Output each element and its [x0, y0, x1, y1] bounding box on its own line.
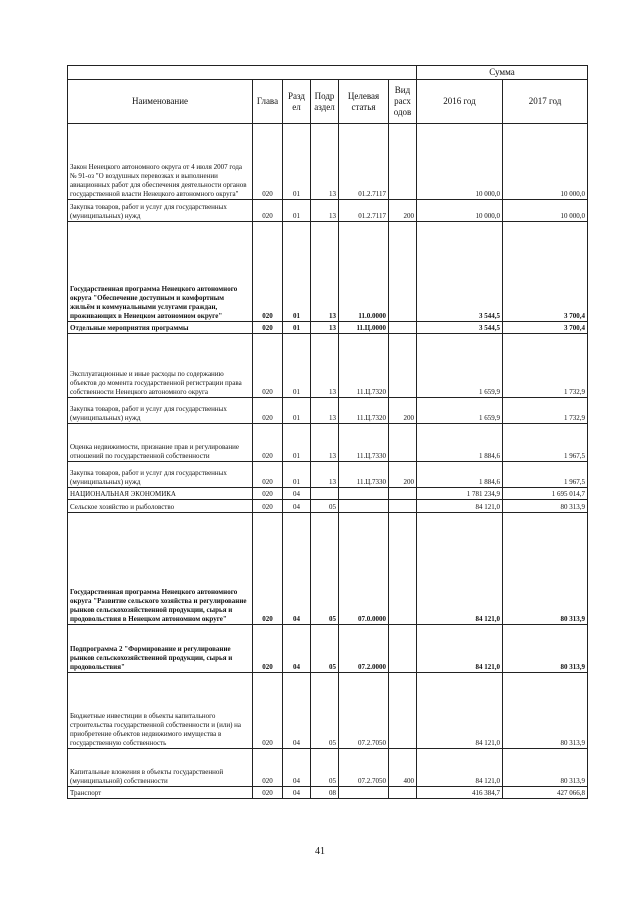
table-row [68, 673, 588, 749]
budget-table [67, 65, 588, 799]
row-name: Оценка недвижимости, признание прав и регулирование отношений по государственной собственности [68, 424, 253, 462]
table-row [68, 424, 588, 462]
row-name: Сельское хозяйство и рыболовство [68, 500, 253, 513]
row-2016: 10 000,0 [417, 124, 503, 200]
row-2017: 3 700,4 [503, 222, 588, 322]
row-2016: 1 884,6 [417, 424, 503, 462]
row-target: 07.2.0000 [339, 625, 389, 673]
row-2016: 84 121,0 [417, 749, 503, 787]
row-2017: 10 000,0 [503, 200, 588, 222]
row-name: Закупка товаров, работ и услуг для государственных (муниципальных) нужд [68, 200, 253, 222]
row-expense-type [389, 334, 417, 398]
row-section: 01 [283, 124, 311, 200]
row-2016: 10 000,0 [417, 200, 503, 222]
row-2016: 1 884,6 [417, 462, 503, 488]
row-subsection: 05 [311, 513, 339, 625]
row-2017: 10 000,0 [503, 124, 588, 200]
row-target: 07.2.7050 [339, 749, 389, 787]
row-section: 01 [283, 424, 311, 462]
row-target: 11.Ц.7320 [339, 398, 389, 424]
row-2017: 1 732,9 [503, 398, 588, 424]
row-subsection: 13 [311, 222, 339, 322]
row-section: 04 [283, 488, 311, 500]
row-expense-type [389, 787, 417, 799]
row-chapter: 020 [253, 625, 283, 673]
table-row [68, 500, 588, 513]
row-target: 11.Ц.0000 [339, 322, 389, 334]
row-2016: 84 121,0 [417, 500, 503, 513]
table-row [68, 749, 588, 787]
row-subsection: 13 [311, 398, 339, 424]
row-2017: 1 967,5 [503, 424, 588, 462]
row-2016: 3 544,5 [417, 322, 503, 334]
row-name: Бюджетные инвестиции в объекты капитального строительства государственной собственности и (или) на приобретение объектов недвижимого имущества в государственную собственность [68, 673, 253, 749]
row-subsection: 05 [311, 500, 339, 513]
row-expense-type: 200 [389, 462, 417, 488]
table-row [68, 513, 588, 625]
row-section: 01 [283, 398, 311, 424]
row-section: 01 [283, 462, 311, 488]
row-name: Отдельные мероприятия программы [68, 322, 253, 334]
row-name: Государственная программа Ненецкого автономного округа "Обеспечение доступным и комфортным жильём и коммунальными услугами граждан, проживающих в Ненецком автономном округе" [68, 222, 253, 322]
row-2016: 416 384,7 [417, 787, 503, 799]
row-expense-type [389, 513, 417, 625]
row-target: 11.Ц.7330 [339, 424, 389, 462]
row-chapter: 020 [253, 462, 283, 488]
row-expense-type [389, 500, 417, 513]
row-target: 11.0.0000 [339, 222, 389, 322]
row-expense-type [389, 424, 417, 462]
row-target: 11.Ц.7320 [339, 334, 389, 398]
row-name: Капитальные вложения в объекты государственной (муниципальной) собственности [68, 749, 253, 787]
row-section: 04 [283, 513, 311, 625]
table-row [68, 222, 588, 322]
header-section: Разд ел [283, 80, 311, 124]
row-name: Закупка товаров, работ и услуг для государственных (муниципальных) нужд [68, 462, 253, 488]
table-row [68, 200, 588, 222]
row-subsection: 13 [311, 334, 339, 398]
row-2017: 427 066,8 [503, 787, 588, 799]
row-section: 04 [283, 787, 311, 799]
row-section: 01 [283, 322, 311, 334]
row-2017: 1 695 014,7 [503, 488, 588, 500]
row-subsection: 05 [311, 749, 339, 787]
row-target [339, 787, 389, 799]
row-name: Подпрограмма 2 "Формирование и регулирование рынков сельскохозяйственной продукции, сырья и продовольствия" [68, 625, 253, 673]
row-2016: 84 121,0 [417, 673, 503, 749]
row-chapter: 020 [253, 200, 283, 222]
row-subsection [311, 488, 339, 500]
row-name: Закон Ненецкого автономного округа от 4 июля 2007 года № 91-оз "О воздушных перевозках и выполнении авиационных работ для обеспечения деятельности органов государственной власти Ненецкого автономного округа" [68, 124, 253, 200]
row-2017: 80 313,9 [503, 749, 588, 787]
table-row [68, 787, 588, 799]
table-row [68, 625, 588, 673]
row-chapter: 020 [253, 222, 283, 322]
row-expense-type: 200 [389, 398, 417, 424]
table-row [68, 398, 588, 424]
row-subsection: 08 [311, 787, 339, 799]
table-row [68, 488, 588, 500]
row-chapter: 020 [253, 787, 283, 799]
row-subsection: 13 [311, 462, 339, 488]
row-expense-type: 400 [389, 749, 417, 787]
row-2017: 80 313,9 [503, 513, 588, 625]
row-chapter: 020 [253, 673, 283, 749]
row-name: Транспорт [68, 787, 253, 799]
row-2016: 1 781 234,9 [417, 488, 503, 500]
row-2017: 80 313,9 [503, 673, 588, 749]
row-target [339, 500, 389, 513]
header-year-2017: 2017 год [503, 80, 588, 124]
table-row [68, 334, 588, 398]
page-number: 41 [315, 846, 325, 857]
header-year-2016: 2016 год [417, 80, 503, 124]
header-subsection: Подр аздел [311, 80, 339, 124]
row-expense-type [389, 488, 417, 500]
row-2017: 3 700,4 [503, 322, 588, 334]
row-chapter: 020 [253, 322, 283, 334]
row-2017: 80 313,9 [503, 500, 588, 513]
row-section: 04 [283, 749, 311, 787]
row-chapter: 020 [253, 500, 283, 513]
row-name: Государственная программа Ненецкого автономного округа "Развитие сельского хозяйства и регулирование рынков сельскохозяйственной продукции, сырья и продовольствия в Ненецком автономном округе" [68, 513, 253, 625]
row-chapter: 020 [253, 424, 283, 462]
row-target [339, 488, 389, 500]
row-2016: 1 659,9 [417, 398, 503, 424]
row-name: Закупка товаров, работ и услуг для государственных (муниципальных) нужд [68, 398, 253, 424]
row-2017: 1 732,9 [503, 334, 588, 398]
row-section: 01 [283, 334, 311, 398]
row-subsection: 05 [311, 673, 339, 749]
row-chapter: 020 [253, 749, 283, 787]
row-chapter: 020 [253, 334, 283, 398]
row-target: 07.0.0000 [339, 513, 389, 625]
row-subsection: 13 [311, 124, 339, 200]
row-expense-type: 200 [389, 200, 417, 222]
row-2016: 3 544,5 [417, 222, 503, 322]
header-name: Наименование [68, 80, 253, 124]
row-subsection: 05 [311, 625, 339, 673]
row-2016: 84 121,0 [417, 513, 503, 625]
row-chapter: 020 [253, 488, 283, 500]
table-row [68, 462, 588, 488]
row-target: 07.2.7050 [339, 673, 389, 749]
row-expense-type [389, 673, 417, 749]
row-chapter: 020 [253, 513, 283, 625]
row-chapter: 020 [253, 124, 283, 200]
row-expense-type [389, 322, 417, 334]
row-section: 04 [283, 673, 311, 749]
row-section: 04 [283, 500, 311, 513]
row-expense-type [389, 222, 417, 322]
row-name: НАЦИОНАЛЬНАЯ ЭКОНОМИКА [68, 488, 253, 500]
header-chapter: Глава [253, 80, 283, 124]
row-chapter: 020 [253, 398, 283, 424]
table-row [68, 322, 588, 334]
row-expense-type [389, 124, 417, 200]
row-section: 01 [283, 222, 311, 322]
row-name: Эксплуатационные и иные расходы по содержанию объектов до момента государственной регистрации права собственности Ненецкого автономного округа [68, 334, 253, 398]
header-spacer [68, 66, 417, 80]
row-2017: 1 967,5 [503, 462, 588, 488]
table-row [68, 124, 588, 200]
row-2017: 80 313,9 [503, 625, 588, 673]
row-2016: 84 121,0 [417, 625, 503, 673]
row-section: 01 [283, 200, 311, 222]
row-subsection: 13 [311, 424, 339, 462]
header-sum: Сумма [417, 66, 588, 80]
header-target: Целевая статья [339, 80, 389, 124]
header-expense-type: Вид расх одов [389, 80, 417, 124]
row-2016: 1 659,9 [417, 334, 503, 398]
row-expense-type [389, 625, 417, 673]
row-target: 11.Ц.7330 [339, 462, 389, 488]
row-subsection: 13 [311, 322, 339, 334]
row-target: 01.2.7117 [339, 200, 389, 222]
row-subsection: 13 [311, 200, 339, 222]
row-section: 04 [283, 625, 311, 673]
row-target: 01.2.7117 [339, 124, 389, 200]
